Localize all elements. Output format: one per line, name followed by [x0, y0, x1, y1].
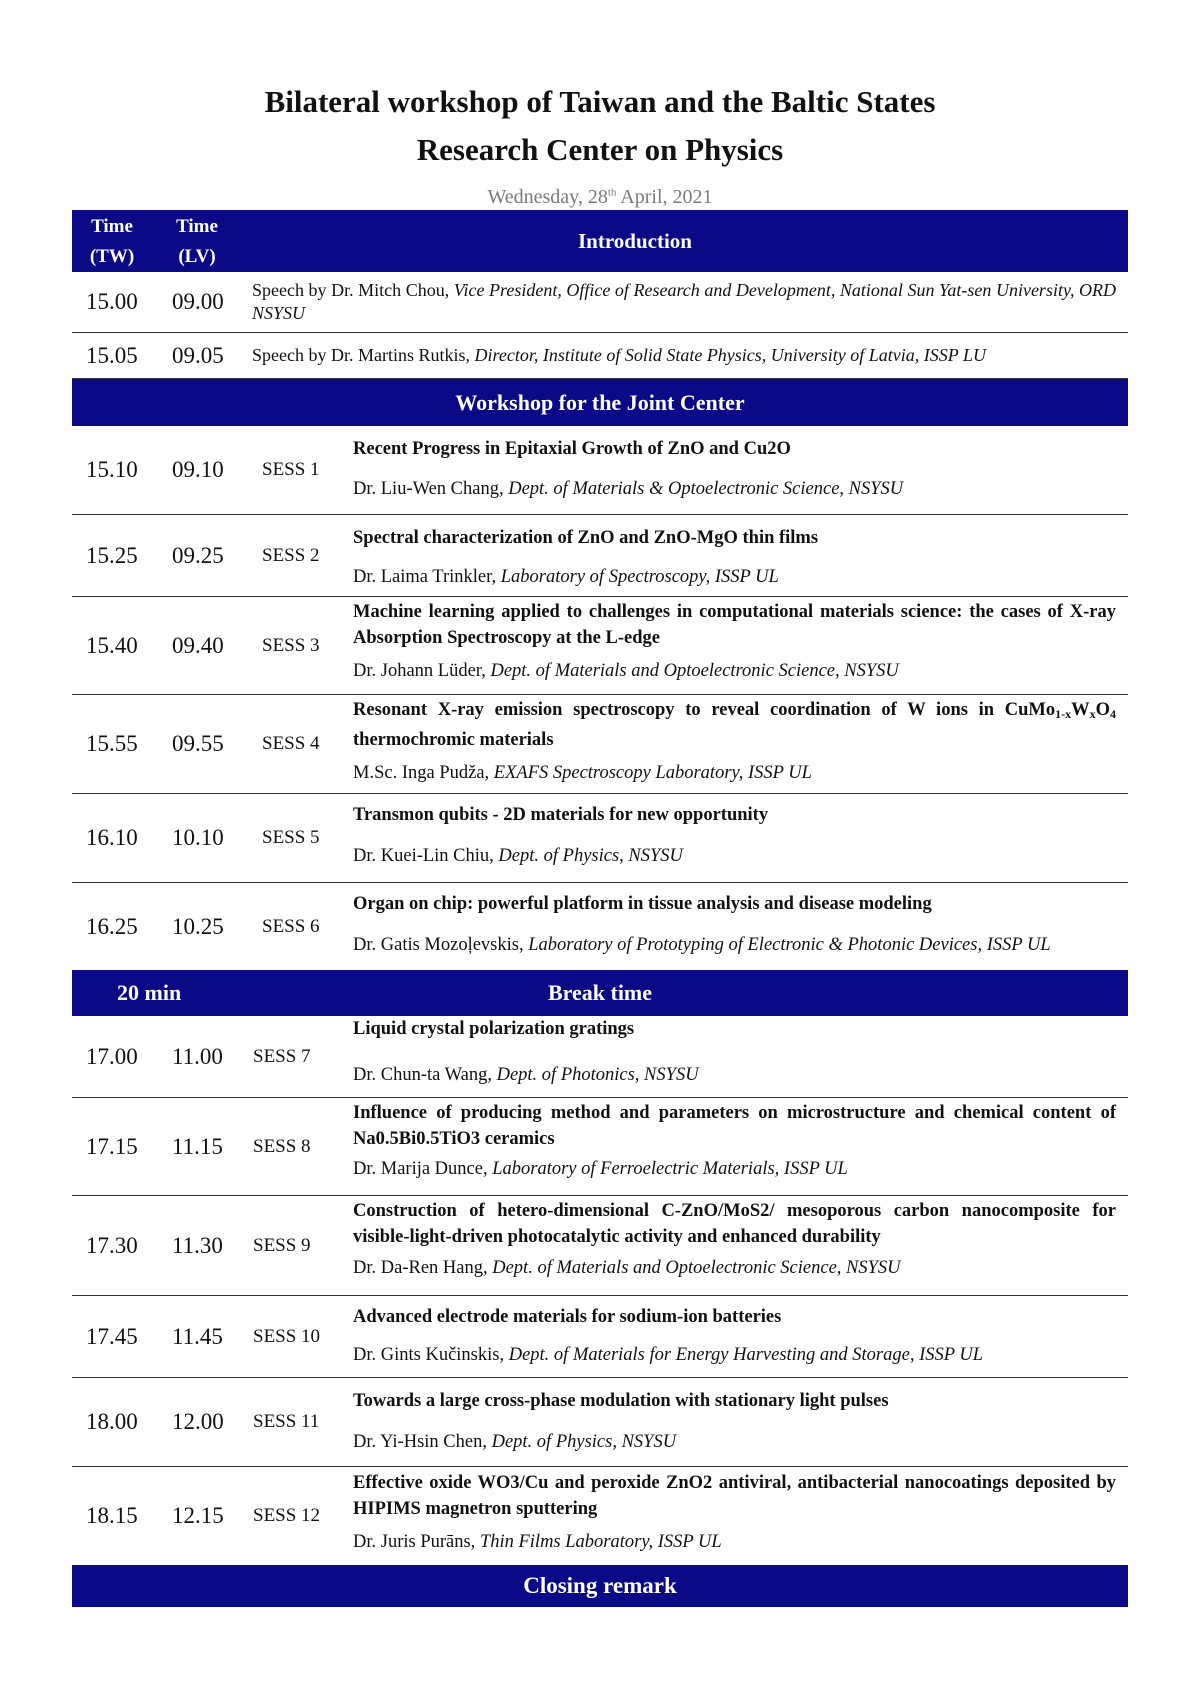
time-tw: 17.15	[86, 1133, 138, 1159]
speaker-line	[353, 565, 1116, 589]
closing-label: Closing remark	[523, 1573, 677, 1598]
session-code: SESS 12	[253, 1505, 321, 1526]
time-tw: 16.10	[86, 825, 138, 850]
introduction-header	[72, 210, 1128, 272]
time-tw-header	[82, 212, 142, 272]
speaker-line	[353, 477, 1116, 501]
session-content	[353, 599, 1116, 683]
session-row	[72, 1378, 1128, 1467]
talk-title: Towards a large cross-phase modulation with stationary light pulses	[353, 1391, 889, 1411]
workshop-header	[72, 379, 1128, 426]
speaker-name: Dr. Marija Dunce,	[353, 1159, 493, 1179]
session-content	[353, 1198, 1116, 1280]
talk-title: Organ on chip: powerful platform in tissue analysis and disease modeling	[353, 894, 932, 914]
speaker-line	[353, 1343, 1116, 1367]
closing-header	[72, 1565, 1128, 1607]
talk-title: Transmon qubits - 2D materials for new opportunity	[353, 805, 769, 825]
time-lv: 10.10	[172, 825, 224, 850]
introduction-label: Introduction	[578, 229, 692, 253]
time-tw: 15.10	[86, 457, 138, 482]
speech-speaker: Speech by Dr. Mitch Chou,	[252, 280, 454, 300]
date-suffix: th	[607, 186, 617, 199]
session-code: SESS 1	[262, 459, 320, 480]
speaker-name: Dr. Laima Trinkler,	[353, 567, 501, 587]
talk-title	[353, 697, 1116, 753]
time-lv: 11.30	[172, 1232, 223, 1258]
time-tw: 18.15	[86, 1503, 138, 1528]
speaker-name: Dr. Gints Kučinskis,	[353, 1345, 509, 1365]
time-tw-label: Time	[91, 216, 133, 237]
time-lv: 12.00	[172, 1409, 224, 1434]
speaker-name: Dr. Liu-Wen Chang,	[353, 479, 509, 499]
session-row	[72, 515, 1128, 597]
time-tw: 15.25	[86, 542, 138, 568]
speaker-line	[353, 1256, 1116, 1280]
time-lv: 11.45	[172, 1323, 223, 1349]
time-tw-sub: (TW)	[89, 246, 135, 267]
time-lv-header	[167, 212, 227, 272]
time-tw: 15.55	[86, 731, 138, 756]
talk-title: Recent Progress in Epitaxial Growth of ZnO and Cu2O	[353, 439, 791, 459]
talk-title-part: thermochromic materials	[353, 730, 554, 750]
page-title: Bilateral workshop of Taiwan and the Baltic States	[264, 84, 936, 119]
schedule-table	[72, 210, 1128, 1607]
talk-title: Effective oxide WO3/Cu and peroxide ZnO2 antiviral, antibacterial nanocoatings deposited by HIPIMS magnetron sputtering	[353, 1473, 1116, 1519]
talk-title-part: W	[1071, 700, 1090, 720]
break-label: Break time	[547, 980, 653, 1005]
workshop-label: Workshop for the Joint Center	[455, 390, 745, 415]
speaker-line	[353, 1430, 1116, 1454]
time-tw: 15.05	[86, 342, 138, 368]
time-lv-sub: (LV)	[178, 246, 216, 267]
event-date	[0, 186, 1200, 209]
speaker-line	[353, 844, 1116, 868]
session-row	[72, 1196, 1128, 1296]
session-code: SESS 3	[262, 634, 320, 656]
speech-speaker: Speech by Dr. Martins Rutkis,	[252, 345, 475, 365]
session-code: SESS 6	[262, 915, 320, 937]
break-duration: 20 min	[117, 980, 182, 1005]
session-content	[353, 1016, 1116, 1087]
speaker-affiliation: Dept. of Physics, NSYSU	[498, 846, 683, 866]
speaker-affiliation: Dept. of Materials and Optoelectronic Science, NSYSU	[492, 1258, 901, 1278]
time-lv: 11.00	[172, 1043, 223, 1069]
talk-title: Machine learning applied to challenges in computational materials science: the cases of X-ray Absorption Spectroscopy at the L-edge	[353, 602, 1116, 648]
talk-title: Spectral characterization of ZnO and ZnO-MgO thin films	[353, 528, 819, 548]
session-code: SESS 5	[262, 827, 320, 848]
session-row	[72, 883, 1128, 970]
session-row	[72, 695, 1128, 794]
time-tw: 15.00	[86, 289, 138, 314]
time-lv: 11.15	[172, 1133, 223, 1159]
talk-title: Influence of producing method and parameters on microstructure and chemical content of Na0.5Bi0.5TiO3 ceramics	[353, 1103, 1116, 1149]
session-content	[353, 436, 1116, 501]
talk-title-part: O	[1095, 700, 1110, 720]
session-row	[72, 1016, 1128, 1098]
speaker-name: Dr. Da-Ren Hang,	[353, 1258, 493, 1278]
speaker-affiliation: Dept. of Materials for Energy Harvesting and Storage, ISSP UL	[508, 1345, 983, 1365]
speaker-affiliation: Thin Films Laboratory, ISSP UL	[479, 1532, 722, 1552]
speaker-name: Dr. Gatis Mozoļevskis,	[353, 935, 529, 955]
intro-row	[72, 272, 1128, 333]
speaker-affiliation: EXAFS Spectroscopy Laboratory, ISSP UL	[493, 763, 812, 783]
speaker-name: Dr. Juris Purāns,	[353, 1532, 480, 1552]
speaker-line	[353, 933, 1116, 957]
session-content	[353, 1388, 1116, 1454]
time-lv: 09.10	[172, 457, 224, 482]
speaker-affiliation: Dept. of Photonics, NSYSU	[496, 1065, 699, 1085]
talk-title: Liquid crystal polarization gratings	[353, 1019, 635, 1039]
session-code: SESS 9	[253, 1234, 311, 1256]
break-header	[72, 970, 1128, 1016]
time-lv: 09.25	[172, 542, 224, 568]
formula-subscript: 1-x	[1055, 707, 1072, 721]
date-day: Wednesday, 28	[487, 186, 608, 208]
formula-subscript: x	[1089, 707, 1096, 721]
speaker-affiliation: Laboratory of Spectroscopy, ISSP UL	[500, 567, 779, 587]
time-tw: 15.40	[86, 632, 138, 658]
session-code: SESS 4	[262, 733, 320, 754]
talk-title-part: Resonant X-ray emission spectroscopy to reveal coordination of W ions in CuMo	[353, 700, 1056, 720]
speaker-affiliation: Laboratory of Prototyping of Electronic & Photonic Devices, ISSP UL	[528, 935, 1051, 955]
speech-affiliation: Director, Institute of Solid State Physics, University of Latvia, ISSP LU	[474, 345, 986, 365]
time-lv: 09.05	[172, 342, 224, 368]
speaker-line	[353, 1063, 1116, 1087]
session-content	[353, 697, 1116, 785]
speaker-affiliation: Dept. of Physics, NSYSU	[491, 1432, 677, 1452]
speaker-line	[353, 1530, 1116, 1554]
session-row	[72, 1296, 1128, 1378]
time-lv: 09.00	[172, 289, 224, 314]
session-content	[353, 525, 1116, 589]
formula-subscript: 4	[1110, 707, 1116, 721]
intro-row	[72, 333, 1128, 379]
time-tw: 16.25	[86, 913, 138, 939]
session-content	[353, 1100, 1116, 1181]
time-lv: 09.40	[172, 632, 224, 658]
time-lv: 10.25	[172, 913, 224, 939]
session-row	[72, 597, 1128, 695]
session-row	[72, 1098, 1128, 1196]
session-code: SESS 2	[262, 544, 320, 566]
time-lv-label: Time	[176, 216, 218, 237]
speaker-affiliation: Dept. of Materials & Optoelectronic Science, NSYSU	[508, 479, 904, 499]
session-code: SESS 10	[253, 1325, 321, 1347]
speaker-line	[353, 1157, 1116, 1181]
session-code: SESS 11	[253, 1411, 320, 1432]
speaker-name: M.Sc. Inga Pudža,	[353, 763, 494, 783]
date-month-year: April, 2021	[616, 186, 713, 208]
time-lv: 09.55	[172, 731, 224, 756]
speaker-line	[353, 659, 1116, 683]
session-row	[72, 1467, 1128, 1565]
speech-text	[252, 344, 1116, 367]
speech-affiliation: Vice President, Office of Research and Development, National Sun Yat-sen University, ORD NSYSU	[252, 280, 1116, 323]
speaker-name: Dr. Kuei-Lin Chiu,	[353, 846, 499, 866]
page-subtitle: Research Center on Physics	[416, 132, 784, 167]
session-code: SESS 7	[253, 1045, 311, 1067]
session-content	[353, 891, 1116, 957]
speaker-affiliation: Dept. of Materials and Optoelectronic Science, NSYSU	[490, 661, 899, 681]
time-tw: 17.00	[86, 1043, 138, 1069]
session-content	[353, 1304, 1116, 1367]
session-row	[72, 426, 1128, 515]
time-lv: 12.15	[172, 1503, 224, 1528]
time-tw: 18.00	[86, 1409, 138, 1434]
talk-title: Construction of hetero-dimensional C-ZnO/MoS2/ mesoporous carbon nanocomposite for visible-light-driven photocatalytic activity and enhanced durability	[353, 1201, 1116, 1247]
session-content	[353, 802, 1116, 868]
session-row	[72, 794, 1128, 883]
speaker-name: Dr. Yi-Hsin Chen,	[353, 1432, 492, 1452]
speech-text	[252, 279, 1116, 325]
session-content	[353, 1470, 1116, 1554]
time-tw: 17.45	[86, 1323, 138, 1349]
speaker-line	[353, 761, 1116, 785]
speaker-name: Dr. Chun-ta Wang,	[353, 1065, 497, 1085]
session-code: SESS 8	[253, 1135, 311, 1157]
talk-title: Advanced electrode materials for sodium-ion batteries	[353, 1307, 782, 1327]
time-tw: 17.30	[86, 1232, 138, 1258]
speaker-name: Dr. Johann Lüder,	[353, 661, 491, 681]
speaker-affiliation: Laboratory of Ferroelectric Materials, ISSP UL	[492, 1159, 848, 1179]
